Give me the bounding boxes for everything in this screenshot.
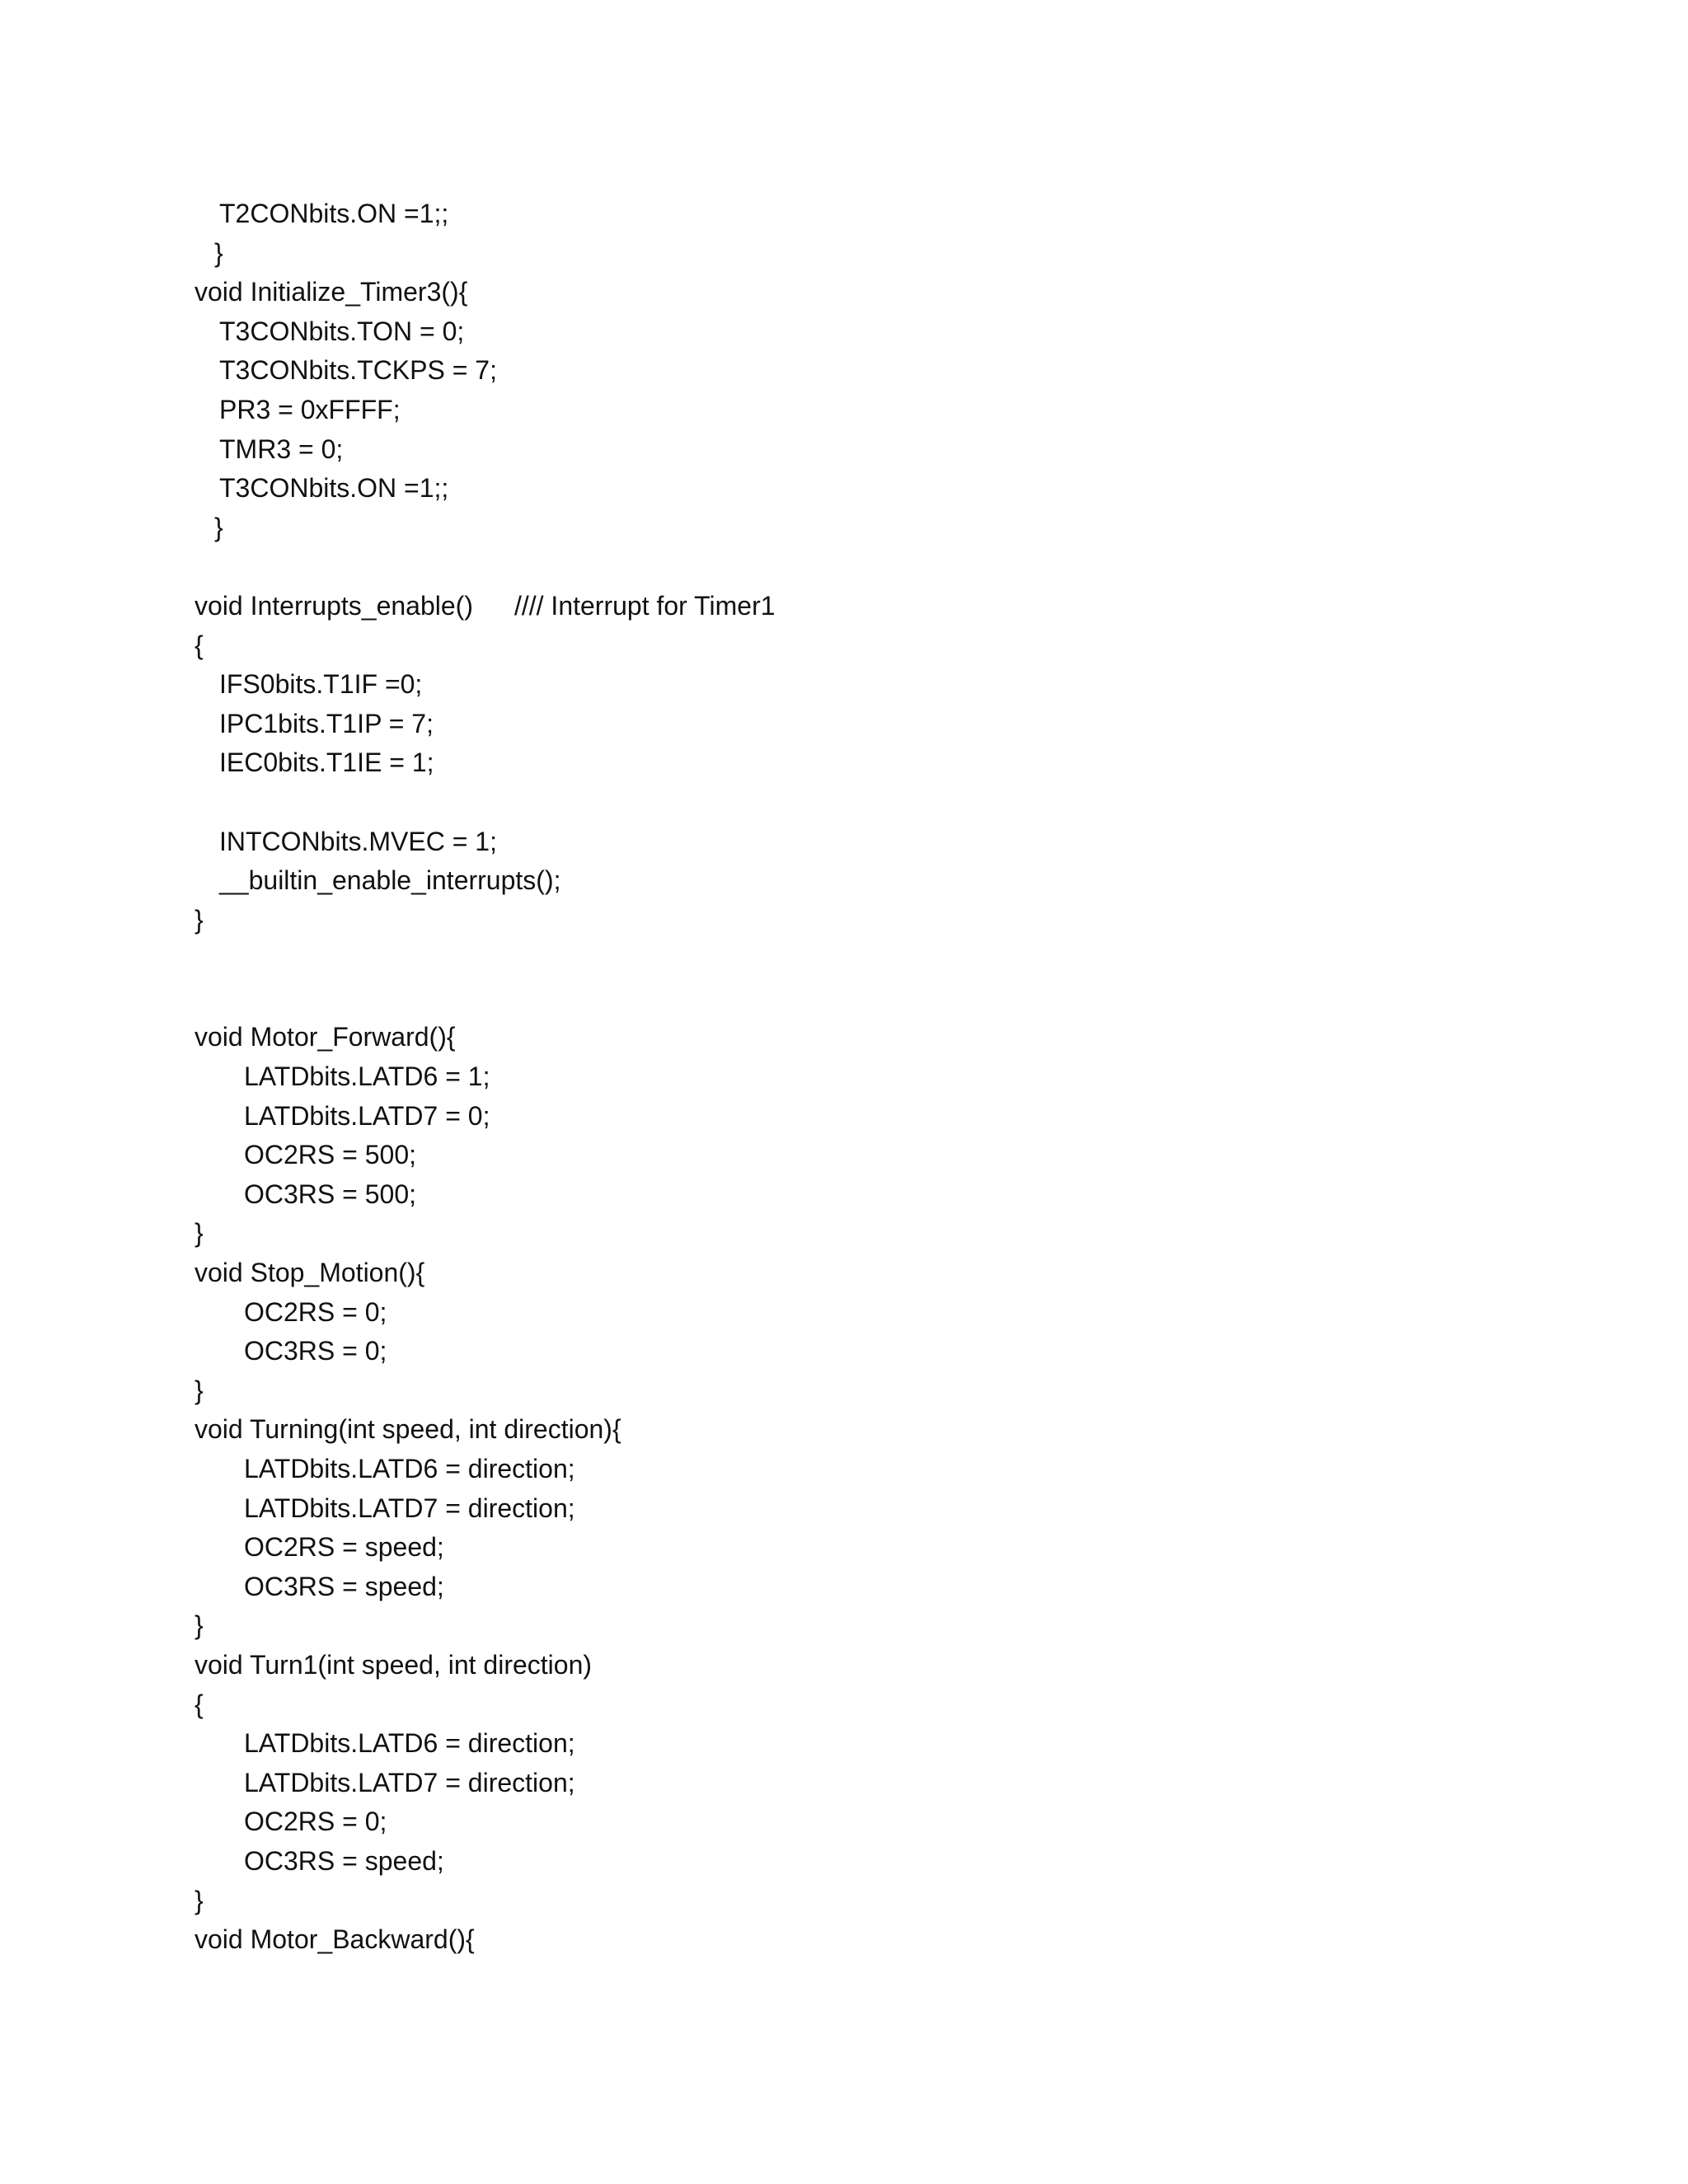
code-line bbox=[195, 1136, 1596, 1175]
blank-line bbox=[195, 979, 1596, 1019]
code-line bbox=[195, 1254, 1596, 1293]
code-text: IFS0bits.T1IF =0; bbox=[219, 669, 423, 700]
code-text: } bbox=[214, 512, 223, 542]
code-text: OC2RS = 500; bbox=[244, 1140, 416, 1170]
code-line bbox=[195, 194, 1596, 234]
code-line bbox=[195, 587, 1596, 626]
code-text: } bbox=[214, 237, 223, 268]
code-text: } bbox=[195, 904, 204, 935]
code-line bbox=[195, 351, 1596, 391]
code-text: T3CONbits.TCKPS = 7; bbox=[219, 355, 497, 386]
code-text: void Turn1(int speed, int direction) bbox=[195, 1649, 593, 1680]
code-line bbox=[195, 1724, 1596, 1764]
code-line bbox=[195, 1764, 1596, 1803]
code-text: void Interrupts_enable() bbox=[195, 590, 473, 621]
code-text: } bbox=[195, 1375, 204, 1405]
code-line bbox=[195, 509, 1596, 548]
code-line bbox=[195, 1450, 1596, 1489]
code-line bbox=[195, 1606, 1596, 1646]
code-line bbox=[195, 1097, 1596, 1137]
code-line bbox=[195, 1802, 1596, 1842]
code-text: OC2RS = speed; bbox=[244, 1532, 444, 1563]
code-line bbox=[195, 1489, 1596, 1529]
code-text: IEC0bits.T1IE = 1; bbox=[219, 748, 434, 778]
code-line bbox=[195, 901, 1596, 940]
code-text: T2CONbits.ON =1;; bbox=[219, 199, 449, 228]
code-text: { bbox=[195, 630, 204, 660]
code-text: void Motor_Backward(){ bbox=[195, 1924, 475, 1955]
code-line bbox=[195, 1214, 1596, 1254]
code-text: OC3RS = speed; bbox=[244, 1845, 444, 1876]
blank-line bbox=[195, 940, 1596, 979]
code-text: } bbox=[195, 1610, 204, 1641]
code-line bbox=[195, 1057, 1596, 1097]
code-line bbox=[195, 312, 1596, 352]
code-text: LATDbits.LATD6 = direction; bbox=[244, 1454, 575, 1483]
code-line bbox=[195, 1293, 1596, 1333]
code-line bbox=[195, 1920, 1596, 1960]
code-line bbox=[195, 626, 1596, 666]
code-line bbox=[195, 743, 1596, 783]
code-text: __builtin_enable_interrupts(); bbox=[219, 865, 561, 896]
code-text: OC2RS = 0; bbox=[244, 1807, 387, 1837]
code-line bbox=[195, 1842, 1596, 1882]
code-line bbox=[195, 234, 1596, 274]
code-text: T3CONbits.ON =1;; bbox=[219, 473, 449, 504]
code-line bbox=[195, 705, 1596, 744]
code-line bbox=[195, 273, 1596, 312]
code-text: LATDbits.LATD6 = 1; bbox=[244, 1062, 490, 1092]
code-text: } bbox=[195, 1218, 204, 1249]
code-text: T3CONbits.TON = 0; bbox=[219, 316, 465, 346]
code-line bbox=[195, 665, 1596, 705]
code-text: void Motor_Forward(){ bbox=[195, 1022, 456, 1052]
code-line bbox=[195, 1685, 1596, 1725]
code-line bbox=[195, 861, 1596, 901]
blank-line bbox=[195, 547, 1596, 587]
code-text: LATDbits.LATD7 = direction; bbox=[244, 1767, 575, 1797]
code-line bbox=[195, 391, 1596, 430]
code-listing bbox=[195, 194, 1596, 1960]
code-line bbox=[195, 1371, 1596, 1411]
code-text: PR3 = 0xFFFF; bbox=[219, 394, 401, 424]
code-line bbox=[195, 1528, 1596, 1568]
code-line bbox=[195, 1646, 1596, 1685]
code-line bbox=[195, 823, 1596, 862]
code-line bbox=[195, 1018, 1596, 1057]
code-line bbox=[195, 469, 1596, 509]
code-text: TMR3 = 0; bbox=[219, 434, 344, 464]
blank-line bbox=[195, 783, 1596, 823]
code-text: LATDbits.LATD7 = 0; bbox=[244, 1100, 490, 1131]
code-text: void Turning(int speed, int direction){ bbox=[195, 1414, 621, 1445]
code-line bbox=[195, 1882, 1596, 1921]
code-text: LATDbits.LATD6 = direction; bbox=[244, 1728, 575, 1759]
code-line bbox=[195, 1175, 1596, 1215]
code-comment: //// Interrupt for Timer1 bbox=[513, 590, 776, 621]
code-line bbox=[195, 430, 1596, 470]
code-line bbox=[195, 1568, 1596, 1607]
code-text: OC3RS = 500; bbox=[244, 1179, 416, 1209]
code-text: IPC1bits.T1IP = 7; bbox=[219, 708, 434, 738]
code-text: void Stop_Motion(){ bbox=[195, 1258, 425, 1288]
code-line bbox=[195, 1332, 1596, 1371]
code-text: { bbox=[195, 1689, 204, 1719]
code-line bbox=[195, 1410, 1596, 1450]
code-text: LATDbits.LATD7 = direction; bbox=[244, 1493, 575, 1523]
code-text: } bbox=[195, 1885, 204, 1915]
code-text: INTCONbits.MVEC = 1; bbox=[219, 826, 497, 856]
code-text: OC3RS = speed; bbox=[244, 1571, 444, 1601]
code-text: OC3RS = 0; bbox=[244, 1336, 387, 1366]
code-text: OC2RS = 0; bbox=[244, 1296, 387, 1327]
code-text: void Initialize_Timer3(){ bbox=[195, 277, 468, 307]
